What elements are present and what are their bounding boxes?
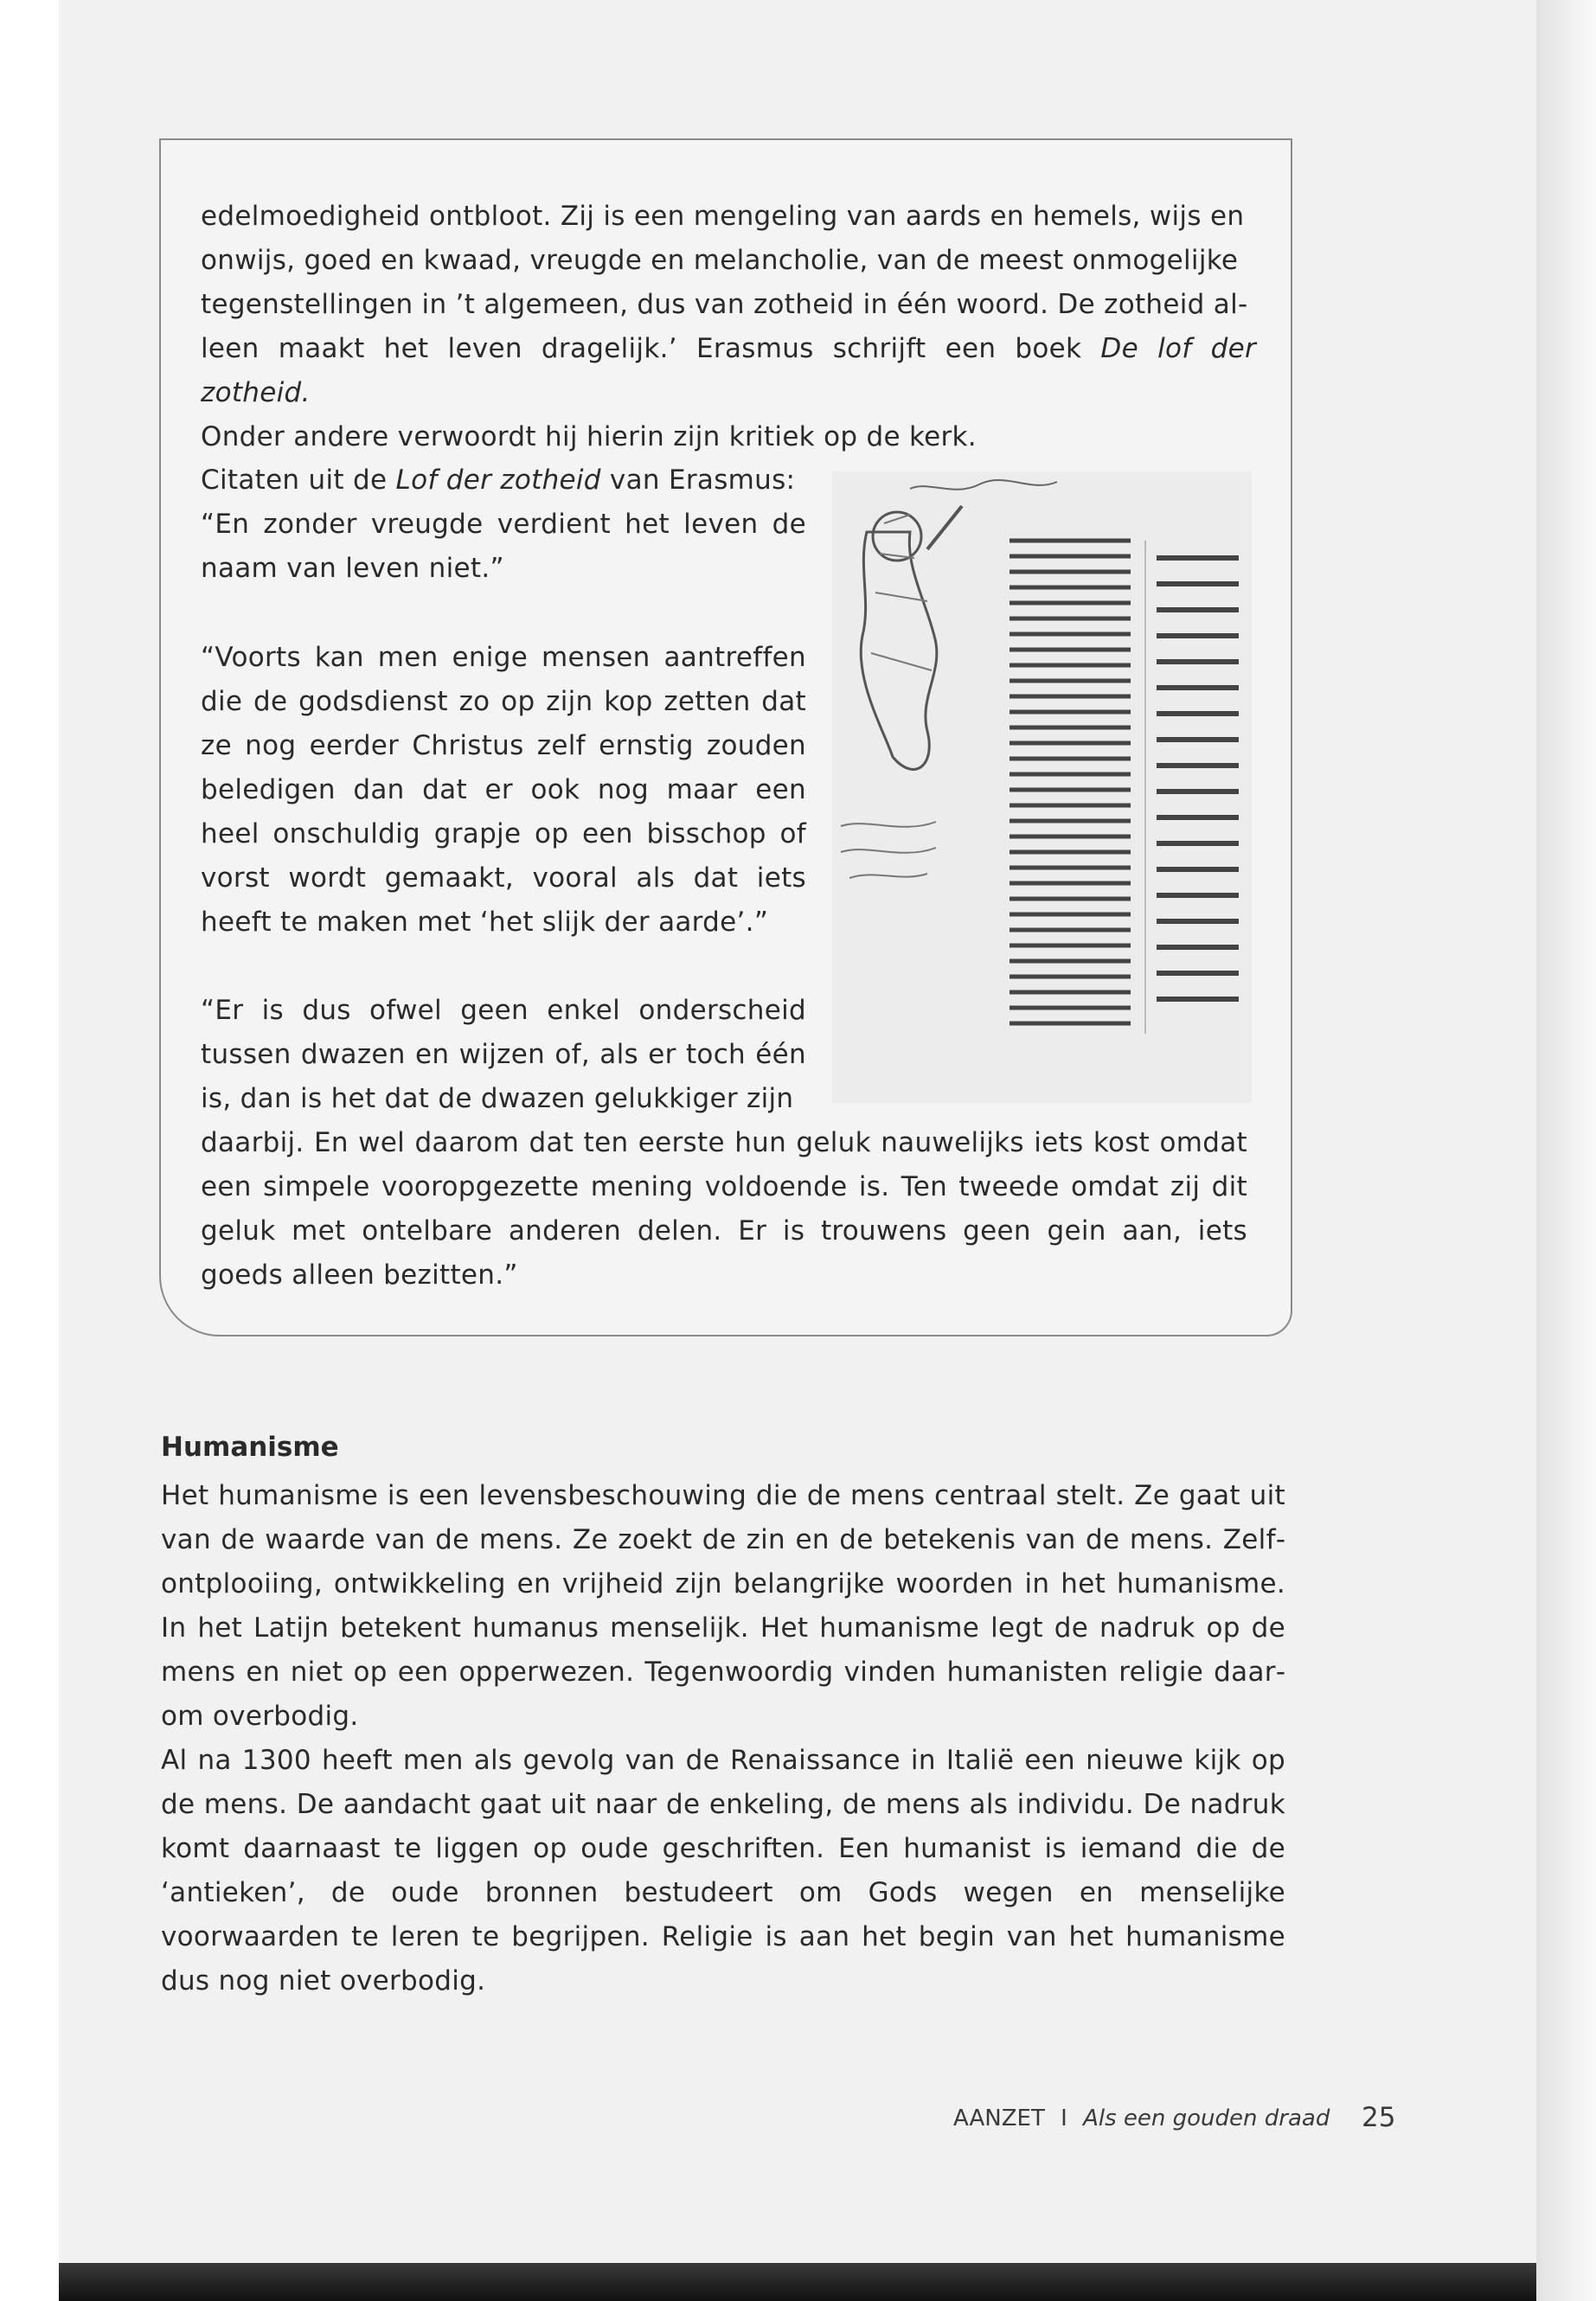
- intro-line-4: leen maakt het leven dragelijk.’ Erasmus schrijft een boek: [201, 333, 1101, 364]
- page-edge-shadow: [1536, 0, 1596, 2301]
- quote-3-continued: daarbij. En wel daarom dat ten eerste hun geluk nauwelijks iets kost omdat een simpele vooropgezette mening voldoende is. Ten tweede omdat zij dit geluk met ontelbare anderen delen. Er is trouwens geen gein aan, iets goeds alleen bezitten.”: [201, 1127, 1247, 1291]
- humanisme-paragraph-2: Al na 1300 heeft men als gevolg van de Renaissance in Italië een nieuwe kijk op de mens. De aandacht gaat uit naar de enkeling, de mens als individu. De nadruk komt daarnaast te liggen op oude geschriften. Een humanist is iemand die de ‘antieken’, de oude bronnen bestudeert om Gods wegen en menselijke voorwaarden te leren te begrijpen. Religie is aan het begin van het humanisme dus nog niet overbodig.: [161, 1745, 1285, 1997]
- intro-line-1: edelmoedigheid ontbloot. Zij is een mengeling van aards en hemels, wijs en: [201, 201, 1245, 232]
- manuscript-drawing: [832, 471, 1252, 1103]
- footer-series: AANZET: [953, 2106, 1045, 2131]
- scan-bottom-band: [59, 2263, 1536, 2301]
- citaten-prefix: Citaten uit de: [201, 465, 396, 496]
- erasmus-manuscript-illustration: [832, 471, 1252, 1103]
- quote-1: “En zonder vreugde verdient het leven de naam van leven niet.”: [201, 509, 806, 584]
- citaten-heading: [201, 458, 806, 503]
- intro-line-5: Onder andere verwoordt hij hierin zijn kritiek op de kerk.: [201, 421, 977, 452]
- intro-line-2: onwijs, goed en kwaad, vreugde en melancholie, van de meest onmogelijke: [201, 245, 1239, 276]
- intro-book-title: De lof der zotheid.: [201, 333, 1257, 408]
- box-intro-paragraph: [201, 195, 1256, 459]
- section-heading: Humanisme: [161, 1432, 339, 1463]
- citaten-title: Lof der zotheid: [395, 465, 601, 496]
- quote-2: “Voorts kan men enige mensen aantreffen die de godsdienst zo op zijn kop zetten dat ze nog eerder Christus zelf ernstig zouden beledigen dan dat er ook nog maar een heel onschuldig grapje op een bisschop of vorst wordt gemaakt, vooral als dat iets heeft te maken met ‘het slijk der aarde’.”: [201, 642, 806, 938]
- footer-subtitle: Als een gouden draad: [1083, 2106, 1330, 2131]
- footer-separator: I: [1061, 2106, 1067, 2131]
- intro-line-3: tegenstellingen in ’t algemeen, dus van zotheid in één woord. De zotheid al-: [201, 289, 1248, 320]
- page-number: 25: [1362, 2102, 1396, 2133]
- citaten-suffix: van Erasmus:: [600, 465, 796, 496]
- humanisme-paragraph-1: Het humanisme is een levensbeschouwing die de mens centraal stelt. Ze gaat uit van de waarde van de mens. Ze zoekt de zin en de betekenis van de mens. Zelfontplooiing, ontwikkeling en vrijheid zijn belangrijke woorden in het humanisme. In het Latijn betekent humanus menselijk. Het humanisme legt de nadruk op de mens en niet op een opperwezen. Tegenwoordig vinden humanisten religie daarom overbodig.: [161, 1480, 1285, 1732]
- quote-3-column: “Er is dus ofwel geen enkel onderscheid tussen dwazen en wijzen of, als er toch één is, dan is het dat de dwazen gelukkiger zijn: [201, 995, 806, 1114]
- running-footer: [953, 2106, 1330, 2131]
